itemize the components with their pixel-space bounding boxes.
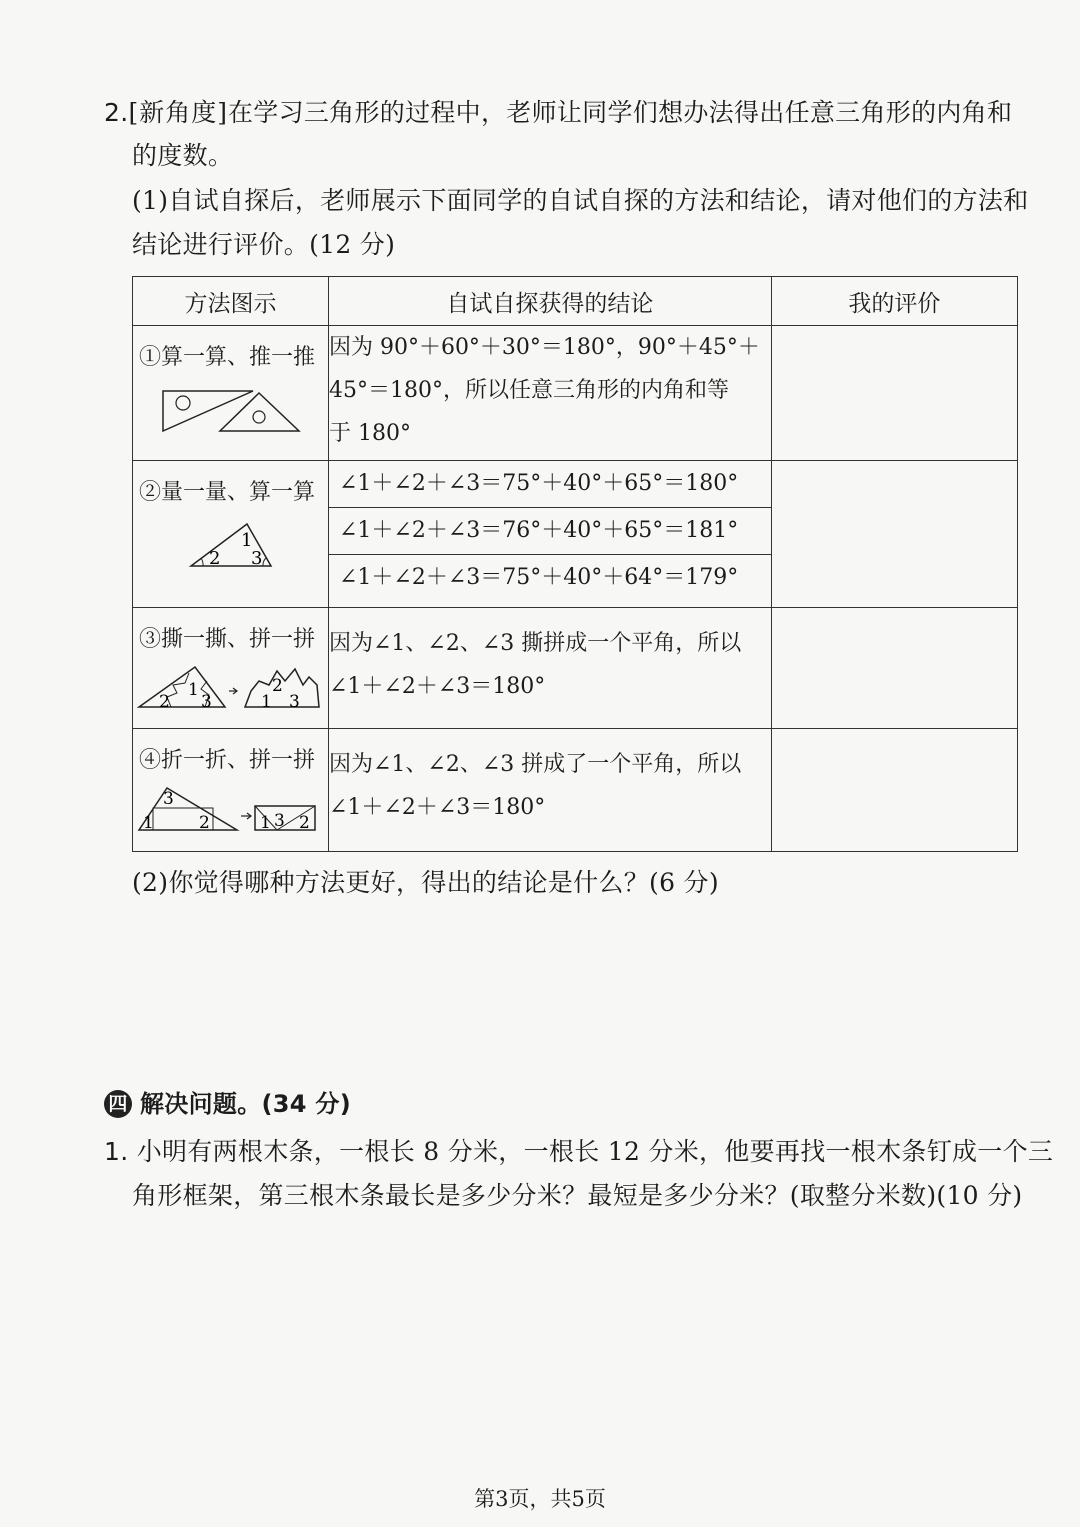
angle-2-label: 2 [159, 692, 170, 712]
angle-1-label: 1 [260, 813, 271, 833]
table-row [133, 608, 1018, 729]
question-number: 2. [104, 98, 129, 127]
method-label: ②量一量、算一算 [139, 480, 316, 505]
angle-1-label: 1 [261, 692, 272, 712]
method-label: ④折一折、拼一拼 [139, 748, 316, 773]
evaluation-cell[interactable] [771, 461, 1017, 608]
angle-1-label: 1 [241, 530, 253, 551]
methods-table [132, 276, 1018, 852]
question-text: 在学习三角形的过程中，老师让同学们想办法得出任意三角形的内角和 [227, 98, 1013, 127]
part-1-line-1: (1)自试自探后，老师展示下面同学的自试自探的方法和结论，请对他们的方法和 [132, 186, 1029, 215]
header-evaluation: 我的评价 [771, 277, 1017, 326]
conclusion-line: 因为 90°＋60°＋30°＝180°，90°＋45°＋ [328, 335, 760, 360]
question-tag: [新角度] [128, 98, 228, 127]
method-label: ③撕一撕、拼一拼 [139, 627, 316, 652]
conclusion-line: 因为∠1、∠2、∠3 撕拼成一个平角，所以 [328, 631, 742, 656]
section-title: 解决问题。(34 分) [140, 1090, 351, 1118]
conclusion-cell [328, 461, 771, 608]
question-2-line-1 [104, 96, 1012, 130]
evaluation-cell[interactable] [771, 729, 1017, 852]
angle-2-label: 2 [209, 548, 221, 569]
table-row [133, 729, 1018, 852]
conclusion-line: ∠1＋∠2＋∠3＝76°＋40°＋65°＝181° [329, 508, 771, 555]
question-2-line-2: 的度数。 [132, 141, 234, 170]
table-header-row [133, 277, 1018, 326]
triangle-rulers-figure [133, 379, 323, 441]
conclusion-line: ∠1＋∠2＋∠3＝75°＋40°＋65°＝180° [329, 461, 771, 508]
conclusion-cell [328, 326, 771, 461]
section-badge: 四 [104, 1090, 132, 1118]
folded-triangle-figure [133, 782, 323, 838]
part-1-line-2: 结论进行评价。(12 分) [132, 230, 396, 259]
conclusion-line: ∠1＋∠2＋∠3＝180° [328, 674, 546, 699]
conclusion-line: 于 180° [328, 421, 411, 446]
method-cell [133, 729, 329, 852]
angle-3-label: 3 [201, 692, 212, 712]
table-row [133, 461, 1018, 608]
angle-1-label: 1 [143, 813, 154, 833]
answer-space-part-2[interactable] [132, 910, 1018, 1070]
angle-2-label: 2 [199, 813, 210, 833]
answer-space-question-4-1[interactable] [132, 1225, 1018, 1455]
part-2-question: (2)你觉得哪种方法更好，得出的结论是什么？(6 分) [132, 868, 719, 897]
method-cell [133, 461, 329, 608]
angle-2-label: 2 [299, 813, 310, 833]
conclusion-line: 45°＝180°，所以任意三角形的内角和等 [328, 378, 729, 403]
question-number: 1. [104, 1137, 129, 1166]
torn-triangle-figure [133, 661, 323, 713]
conclusion-line: ∠1＋∠2＋∠3＝180° [328, 795, 546, 820]
question-4-1-line-1 [104, 1135, 1053, 1169]
evaluation-cell[interactable] [771, 608, 1017, 729]
method-cell [133, 608, 329, 729]
question-4-1-line-2: 角形框架，第三根木条最长是多少分米？最短是多少分米？(取整分米数)(10 分) [132, 1181, 1023, 1210]
angle-1-label: 1 [188, 680, 199, 700]
method-label: ①算一算、推一推 [139, 345, 316, 370]
table-row [133, 326, 1018, 461]
angle-2-label: 2 [272, 676, 283, 696]
angle-3-label: 3 [163, 789, 174, 809]
angle-3-label: 3 [289, 692, 300, 712]
conclusion-line: ∠1＋∠2＋∠3＝75°＋40°＋64°＝179° [338, 565, 739, 590]
header-method: 方法图示 [133, 277, 329, 326]
conclusion-cell [328, 608, 771, 729]
section-4-heading [104, 1087, 351, 1121]
measured-triangle-figure [133, 514, 323, 580]
conclusion-line: 因为∠1、∠2、∠3 拼成了一个平角，所以 [328, 752, 742, 777]
angle-3-label: 3 [274, 811, 285, 831]
evaluation-cell[interactable] [771, 326, 1017, 461]
question-text: 小明有两根木条，一根长 8 分米，一根长 12 分米，他要再找一根木条钉成一个三 [136, 1137, 1054, 1166]
conclusion-cell [328, 729, 771, 852]
angle-3-label: 3 [251, 548, 263, 569]
method-cell [133, 326, 329, 461]
header-conclusion: 自试自探获得的结论 [328, 277, 771, 326]
page-footer: 第3页，共5页 [474, 1487, 606, 1511]
